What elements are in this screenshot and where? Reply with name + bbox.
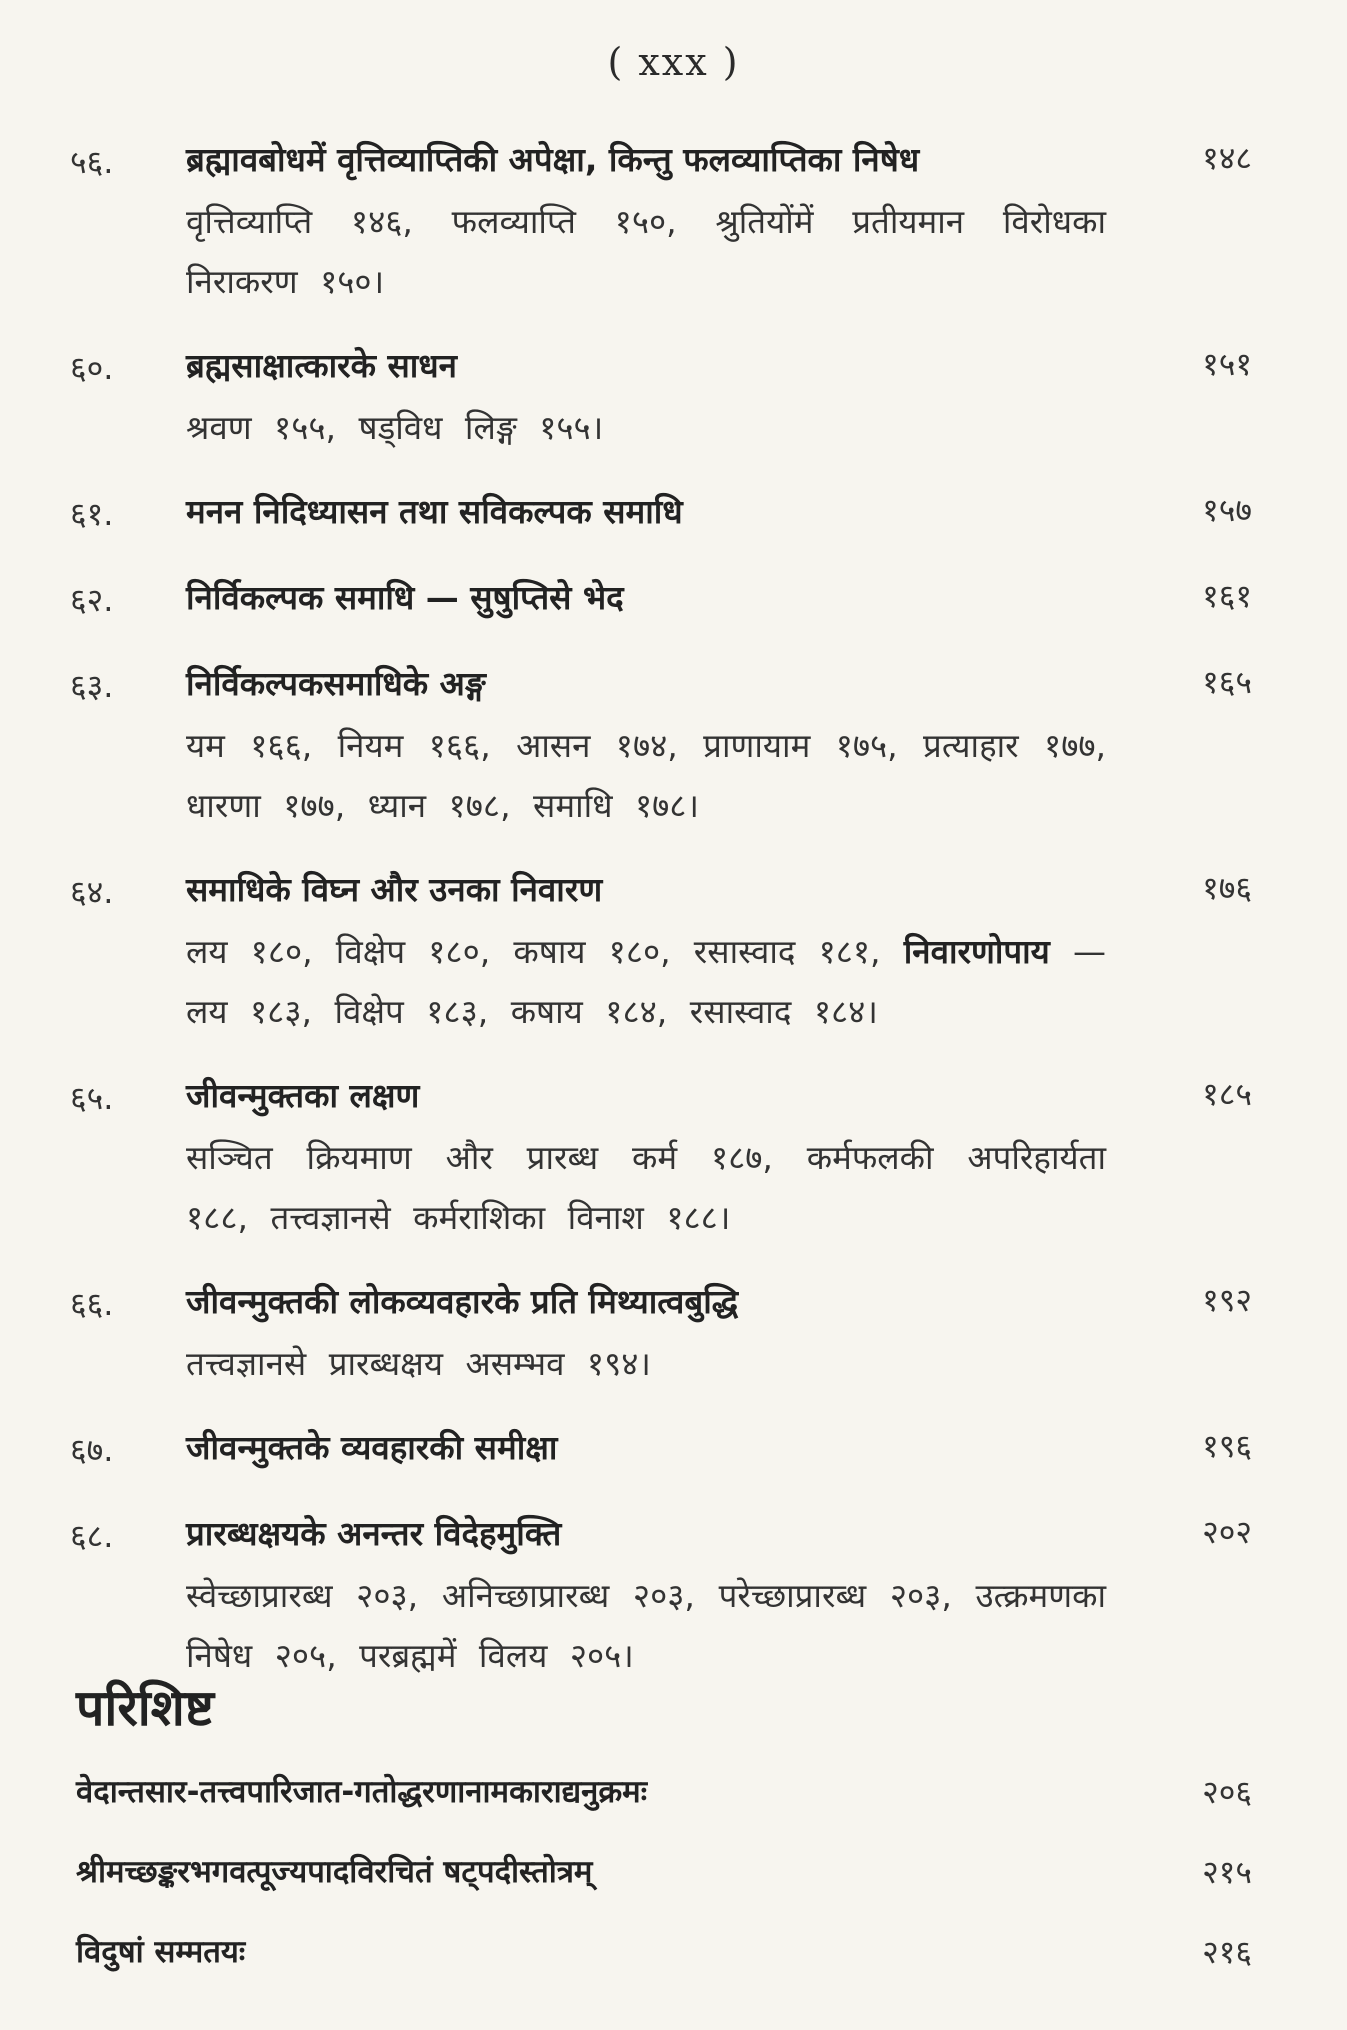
entry-page: १७६ <box>1202 869 1252 907</box>
toc-entry <box>0 338 1347 458</box>
appendix-item-page: २१५ <box>1202 1853 1252 1891</box>
entry-title: समाधिके विघ्न और उनका निवारण <box>186 870 603 909</box>
entry-description-part: लय १८०, विक्षेप १८०, कषाय १८०, रसास्वाद १८१, <box>186 932 881 971</box>
appendix-item-title: विदुषां सम्मतयः <box>76 1934 246 1970</box>
toc-entry <box>0 862 1347 1042</box>
entry-number: ६६. <box>70 1285 114 1323</box>
entry-number: ६०. <box>70 349 114 387</box>
toc-entry <box>0 570 1347 630</box>
entry-title: ब्रह्मावबोधमें वृत्तिव्याप्तिकी अपेक्षा, किन्तु फलव्याप्तिका निषेध <box>186 140 920 179</box>
entry-description: श्रवण १५५, षड्विध लिङ्ग १५५। <box>186 408 604 447</box>
entry-number: ६८. <box>70 1517 114 1555</box>
entry-page: १६५ <box>1202 663 1252 701</box>
entry-page: १८५ <box>1202 1075 1252 1113</box>
entry-number: ६७. <box>70 1431 114 1469</box>
entry-description: वृत्तिव्याप्ति १४६, फलव्याप्ति १५०, श्रुतियोंमें प्रतीयमान विरोधका निराकरण १५०। <box>186 202 1106 301</box>
entry-number: ६४. <box>70 873 114 911</box>
appendix-item-page: २०६ <box>1202 1773 1252 1811</box>
entry-title: निर्विकल्पकसमाधिके अङ्ग <box>186 664 486 703</box>
toc-entry <box>0 1274 1347 1394</box>
entry-page: १४८ <box>1202 139 1252 177</box>
entry-page: १५७ <box>1202 491 1252 529</box>
toc-entry <box>0 132 1347 312</box>
entry-description-part: — लय १८३, विक्षेप १८३, कषाय १८४, रसास्वाद १८४। <box>186 932 1106 1031</box>
appendix-item-title: वेदान्तसार-तत्त्वपारिजात-गतोद्धरणानामकाराद्यनुक्रमः <box>76 1774 647 1810</box>
toc-entry <box>0 484 1347 544</box>
contents-list <box>0 132 1347 1712</box>
entry-description: तत्त्वज्ञानसे प्रारब्धक्षय असम्भव १९४। <box>186 1344 651 1383</box>
toc-entry <box>0 656 1347 836</box>
entry-description <box>186 922 1106 1042</box>
entry-page: १६१ <box>1202 577 1252 615</box>
appendix-item-page: २१६ <box>1202 1933 1252 1971</box>
entry-description: स्वेच्छाप्रारब्ध २०३, अनिच्छाप्रारब्ध २०३, परेच्छाप्रारब्ध २०३, उत्क्रमणका निषेध २०५, परब्रह्ममें विलय २०५। <box>186 1576 1106 1675</box>
remedy-label: निवारणोपाय <box>903 932 1050 971</box>
entry-page: १९२ <box>1202 1281 1252 1319</box>
entry-number: ६५. <box>70 1079 114 1117</box>
entry-title: निर्विकल्पक समाधि — सुषुप्तिसे भेद <box>186 578 624 617</box>
entry-number: ६३. <box>70 667 114 705</box>
entry-description: सञ्चित क्रियमाण और प्रारब्ध कर्म १८७, कर्मफलकी अपरिहार्यता १८८, तत्त्वज्ञानसे कर्मराशिका विनाश १८८। <box>186 1138 1106 1237</box>
toc-entry <box>0 1068 1347 1248</box>
entry-number: ६१. <box>70 495 114 533</box>
entry-page: २०२ <box>1202 1513 1252 1551</box>
entry-title: जीवन्मुक्तके व्यवहारकी समीक्षा <box>186 1428 558 1467</box>
entry-title: प्रारब्धक्षयके अनन्तर विदेहमुक्ति <box>186 1514 562 1553</box>
appendix-item-title: श्रीमच्छङ्करभगवत्पूज्यपादविरचितं षट्पदीस्तोत्रम् <box>76 1854 593 1890</box>
entry-title: मनन निदिध्यासन तथा सविकल्पक समाधि <box>186 492 683 531</box>
entry-title: जीवन्मुक्तका लक्षण <box>186 1076 420 1115</box>
toc-entry <box>0 1506 1347 1686</box>
entry-title: जीवन्मुक्तकी लोकव्यवहारके प्रति मिथ्यात्वबुद्धि <box>186 1282 739 1321</box>
page-number: ( xxx ) <box>607 40 740 84</box>
entry-description: यम १६६, नियम १६६, आसन १७४, प्राणायाम १७५, प्रत्याहार १७७, धारणा १७७, ध्यान १७८, समाधि १७८। <box>186 726 1106 825</box>
appendix-heading: परिशिष्ट <box>76 1679 214 1737</box>
entry-page: १५१ <box>1202 345 1252 383</box>
entry-page: १९६ <box>1202 1427 1252 1465</box>
entry-title: ब्रह्मसाक्षात्कारके साधन <box>186 346 457 385</box>
entry-number: ५६. <box>70 143 114 181</box>
entry-number: ६२. <box>70 581 114 619</box>
toc-entry <box>0 1420 1347 1480</box>
